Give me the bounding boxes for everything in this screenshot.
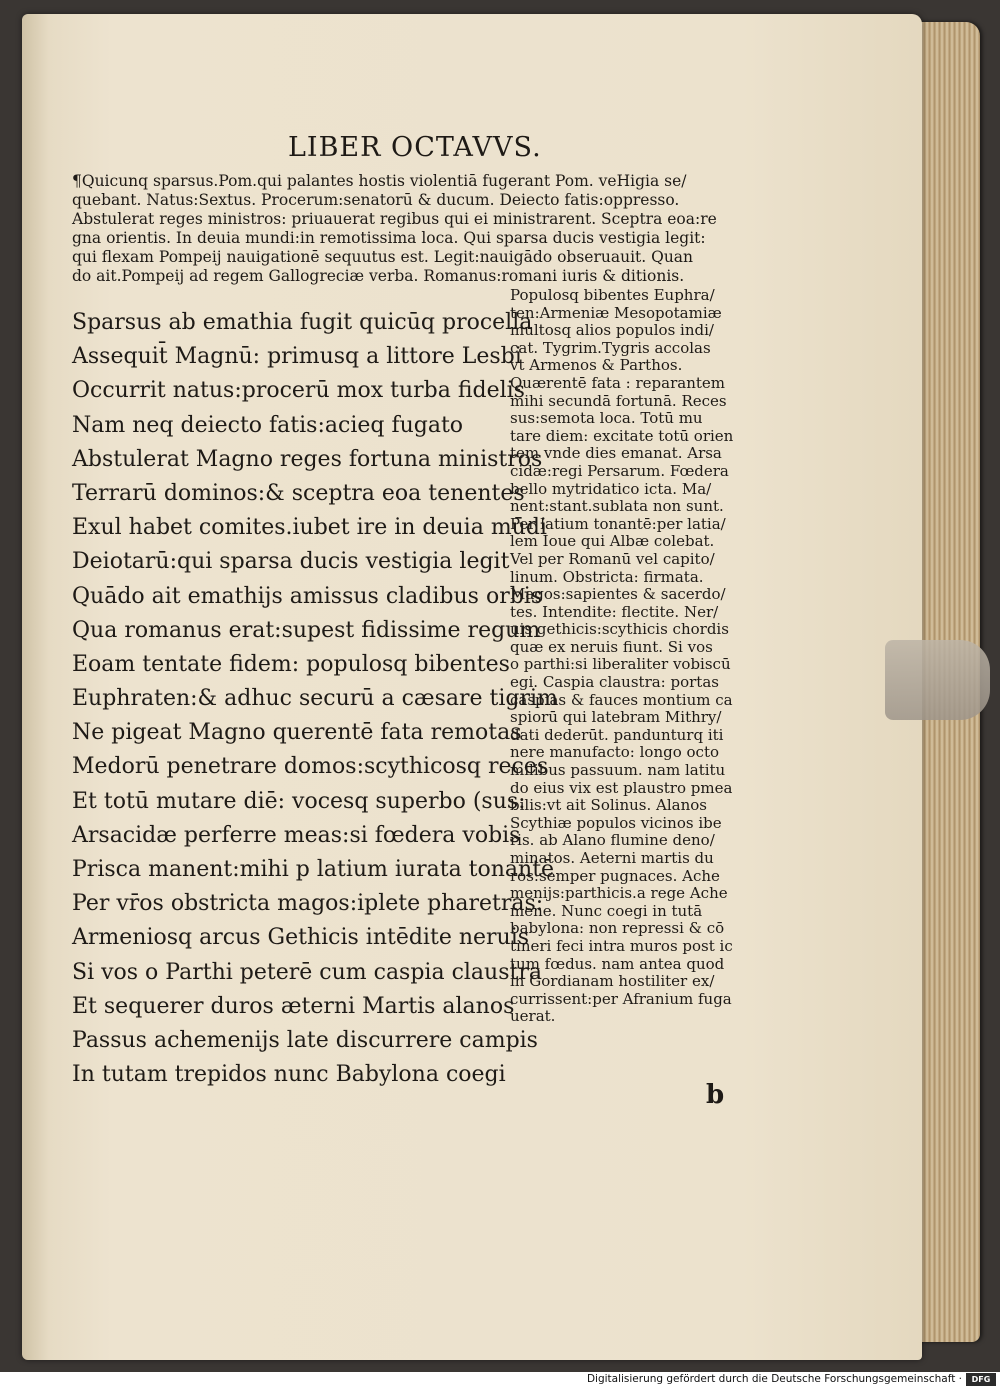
side-commentary-line: menijs:parthicis.a rege Ache (510, 884, 728, 903)
side-commentary-line: ros:semper pugnaces. Ache (510, 866, 720, 885)
side-commentary-line: do eius vix est plaustro pmea (510, 778, 733, 797)
side-commentary-line: multosq alios populos indi/ (510, 321, 714, 340)
side-commentary-line: ris. ab Alano flumine deno/ (510, 831, 715, 850)
side-commentary-line: caspias & fauces montium ca (510, 690, 733, 709)
side-commentary-line: Magos:sapientes & sacerdo/ (510, 585, 726, 604)
commentary-line: do ait.Pompeij ad regem Gallogreciæ verba. Romanus:romani iuris & ditionis. (72, 267, 685, 285)
verse-line: Quādo ait emathijs amissus cladibus orbis (72, 583, 543, 609)
side-commentary-line: nent:stant.sublata non sunt. (510, 497, 724, 516)
verse-line: Abstulerat Magno reges fortuna ministros (72, 446, 543, 472)
side-commentary-line: currissent:per Afranium fuga (510, 989, 732, 1008)
side-commentary-line: milibus passuum. nam latitu (510, 761, 726, 780)
verse-line: Si vos o Parthi peterē cum caspia claustra (72, 959, 542, 985)
verse-line: Qua romanus erat:supest fidissime regum (72, 617, 541, 643)
side-commentary-line: quæ ex neruis fiunt. Si vos (510, 637, 713, 656)
side-commentary-line: bilis:vt ait Solinus. Alanos (510, 796, 707, 815)
side-commentary-line: sus:semota loca. Totū mu (510, 409, 703, 428)
side-commentary-line: uis gethicis:scythicis chordis (510, 620, 729, 639)
verse-line: Sparsus ab emathia fugit quicūq procella (72, 310, 533, 335)
side-commentary-line: linum. Obstricta: firmata. (510, 567, 704, 586)
side-commentary-line: tineri feci intra muros post ic (510, 936, 733, 955)
commentary-line: qui flexam Pompeij nauigationē sequutus est. Legit:nauigādo obseruauit. Quan (72, 248, 694, 266)
signature-mark: b (706, 1080, 725, 1110)
verse-line: Assequit̄ Magnū: primusq a littore Lesbi (72, 344, 522, 370)
side-commentary-line: cidæ:regi Persarum. Fœdera (510, 461, 729, 480)
verse-line: Eoam tentate fidem: populosq bibentes (72, 651, 510, 677)
side-commentary-line: Vel per Romanū vel capito/ (510, 549, 715, 568)
side-commentary-line: Per latium tonantē:per latia/ (510, 514, 726, 533)
side-commentary-line: mihi secundā fortunā. Reces (510, 391, 727, 410)
side-commentary-line: ten:Armeniæ Mesopotamiæ (510, 303, 722, 322)
side-commentary-line: dati dederūt. pandunturq iti (510, 725, 724, 744)
side-commentary-block (510, 287, 733, 1026)
verse-line: Prisca manent:mihi p latium iurata tonantē (72, 857, 555, 882)
side-commentary-line: Populosq bibentes Euphra/ (510, 286, 715, 304)
verse-line: Nam neq deiecto fatis:acieq fugato (72, 412, 464, 438)
side-commentary-line: lem Ioue qui Albæ colebat. (510, 532, 715, 551)
verse-line: Per vr̄os obstricta magos:iplete pharetras: (72, 891, 544, 917)
side-commentary-line: cat. Tygrim.Tygris accolas (510, 338, 711, 357)
verse-block (72, 306, 558, 1092)
verse-line: Ne pigeat Magno querentē fata remotas (72, 720, 522, 746)
verse-line: Armeniosq arcus Gethicis intēdite neruis (72, 925, 530, 951)
side-commentary-line: vt Armenos & Parthos. (510, 356, 683, 375)
verse-line: Passus achemenijs late discurrere campis (72, 1027, 538, 1053)
dfg-logo: DFG (966, 1373, 996, 1386)
verse-line: Arsacidæ perferre meas:si fœdera vobis (72, 822, 521, 848)
side-commentary-line: uerat. (510, 1007, 556, 1026)
verse-line: Medorū penetrare domos:scythicosq reces (72, 754, 549, 780)
verse-line: Exul habet comites.iubet ire in deuia mūdi (72, 515, 547, 541)
side-commentary-line: o parthi:si liberaliter vobiscū (510, 655, 731, 674)
verse-line: Deiotarū:qui sparsa ducis vestigia legit (72, 549, 510, 575)
side-commentary-line: tes. Intendite: flectite. Ner/ (510, 602, 719, 621)
commentary-line: gna orientis. In deuia mundi:in remotissima loca. Qui sparsa ducis vestigia legit: (72, 229, 706, 247)
side-commentary-line: Quærentē fata : reparantem (510, 373, 725, 392)
side-commentary-line: tem vnde dies emanat. Arsa (510, 444, 722, 463)
side-commentary-line: tum fœdus. nam antea quod (510, 954, 725, 973)
verse-line: In tutam trepidos nunc Babylona coegi (72, 1062, 506, 1088)
running-head: LIBER OCTAVVS. (288, 132, 542, 163)
funding-credit: Digitalisierung gefördert durch die Deutsche Forschungsgemeinschaft · (586, 1373, 962, 1385)
side-commentary-line: spiorū qui latebram Mithry/ (510, 708, 722, 727)
side-commentary-line: tare diem: excitate totū orien (510, 426, 734, 445)
footer-bar (0, 1372, 1000, 1388)
verse-line: Et totū mutare diē: vocesq superbo (sus: (72, 788, 526, 814)
verse-line: Occurrit natus:procerū mox turba fidelis (72, 378, 525, 404)
side-commentary-line: minatos. Aeterni martis du (510, 849, 714, 867)
side-commentary-line: in Gordianam hostiliter ex/ (510, 972, 715, 991)
commentary-line: quebant. Natus:Sextus. Procerum:senatorū & ducum. Deiecto fatis:oppresso. (72, 191, 680, 209)
side-commentary-line: egi. Caspia claustra: portas (510, 673, 719, 692)
side-commentary-line: mene. Nunc coegi in tutā (510, 901, 703, 920)
commentary-line: ¶Quicunq sparsus.Pom.qui palantes hostis violentiā fugerant Pom. veHigia se/ (72, 172, 687, 190)
side-commentary-line: babylona: non repressi & cō (510, 919, 725, 938)
commentary-top-block (72, 172, 717, 286)
side-commentary-line: bello mytridatico icta. Ma/ (510, 479, 712, 498)
commentary-line: Abstulerat reges ministros: priuauerat regibus qui ei ministrarent. Sceptra eoa:re (72, 210, 717, 228)
verse-line: Terrarū dominos:& sceptra eoa tenentes (72, 480, 525, 506)
side-commentary-line: Scythiæ populos vicinos ibe (510, 813, 722, 832)
verse-line: Et sequerer duros æterni Martis alanos (72, 993, 515, 1019)
verse-line: Euphraten:& adhuc securū a cæsare tigrim (72, 686, 558, 712)
side-commentary-line: nere manufacto: longo octo (510, 743, 719, 762)
book-clasp (885, 640, 990, 720)
